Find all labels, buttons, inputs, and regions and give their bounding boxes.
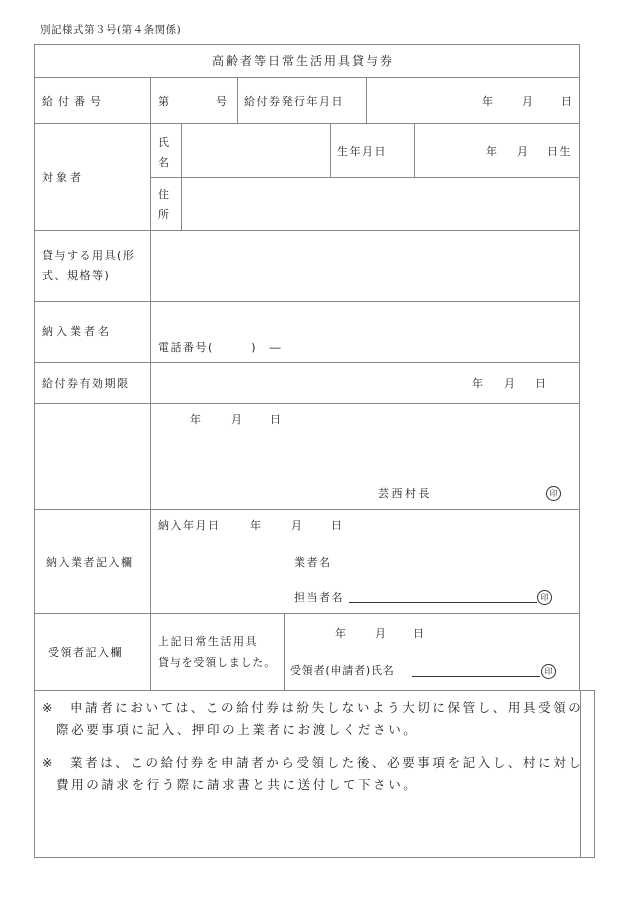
item-field[interactable] — [154, 234, 576, 298]
receive-month-unit: 月 — [375, 627, 388, 640]
vendor-phone: 電話番号( ) ― — [158, 341, 283, 354]
benefit-number-label: 給付番号 — [42, 95, 106, 108]
grid-line — [34, 77, 580, 78]
grid-line — [34, 690, 580, 691]
note-2-line1: 業者は、この給付券を申請者から受領した後、必要事項を記入し、村に対し — [70, 755, 584, 770]
grid-line — [150, 77, 151, 690]
subject-address-field[interactable] — [184, 181, 576, 226]
delivery-date-field[interactable] — [236, 514, 346, 534]
grid-line — [34, 362, 580, 363]
issuer-month-unit: 月 — [231, 413, 244, 426]
note-1-mark: ※ — [42, 700, 56, 715]
grid-line — [181, 123, 182, 230]
notes-border-right — [594, 690, 595, 858]
form-title: 高齢者等日常生活用具貸与券 — [212, 54, 395, 68]
valid-until-label: 給付券有効期限 — [42, 377, 130, 390]
issuer-day-unit: 日 — [270, 413, 283, 426]
vendor-label: 納入業者名 — [42, 325, 112, 338]
subject-label: 対象者 — [42, 171, 84, 184]
mayor-title: 芸西村長 — [378, 487, 432, 500]
mayor-seal-icon: 印 — [546, 486, 561, 501]
note-2-mark: ※ — [42, 755, 56, 770]
form-reference: 別記様式第３号(第４条関係) — [40, 24, 182, 36]
notes-border-top-right — [580, 690, 595, 691]
receiver-name-label: 受領者(申請者)氏名 — [290, 664, 395, 677]
grid-line — [34, 613, 580, 614]
issue-date-field[interactable] — [370, 88, 575, 112]
grid-line — [34, 403, 580, 404]
table-border-right — [579, 44, 580, 690]
issue-day-unit: 日 — [561, 95, 574, 108]
grid-line — [366, 77, 367, 123]
issuer-year-unit: 年 — [190, 413, 203, 426]
benefit-number-field[interactable] — [172, 90, 212, 110]
grid-line — [34, 509, 580, 510]
address-label-1: 住 — [158, 188, 171, 201]
table-border-left — [34, 44, 35, 857]
grid-line — [284, 613, 285, 690]
valid-month-unit: 月 — [504, 377, 517, 390]
grid-line — [150, 177, 580, 178]
delivery-day-unit: 日 — [331, 519, 344, 532]
receiver-text-line2: 貸与を受領しました。 — [158, 656, 276, 669]
item-label-line1: 貸与する用具(形 — [42, 249, 136, 262]
birth-month-unit: 月 — [517, 145, 530, 158]
person-field[interactable] — [349, 586, 537, 602]
delivery-month-unit: 月 — [291, 519, 304, 532]
note-1-line2: 際必要事項に記入、押印の上業者にお渡しください。 — [56, 722, 419, 737]
grid-line — [414, 123, 415, 177]
receiver-seal-icon: 印 — [541, 664, 556, 679]
valid-year-unit: 年 — [472, 377, 485, 390]
address-label-2: 所 — [158, 208, 171, 221]
table-border-top — [34, 44, 580, 45]
receive-date-field[interactable] — [320, 622, 430, 642]
delivery-year-unit: 年 — [250, 519, 263, 532]
vendor-name-field[interactable] — [154, 305, 576, 338]
issue-month-unit: 月 — [522, 95, 535, 108]
birth-day-unit: 日生 — [547, 145, 572, 158]
grid-line — [237, 77, 238, 123]
grid-line — [34, 123, 580, 124]
vendor-entry-label: 納入業者記入欄 — [46, 556, 134, 569]
birth-date-label: 生年月日 — [337, 145, 387, 158]
valid-day-unit: 日 — [535, 377, 548, 390]
grid-line — [34, 230, 580, 231]
receiver-name-field[interactable] — [412, 660, 540, 676]
benefit-number-go: 号 — [216, 95, 229, 108]
name-label-1: 氏 — [158, 136, 171, 149]
issue-year-unit: 年 — [482, 95, 495, 108]
receive-day-unit: 日 — [413, 627, 426, 640]
note-2-line2: 費用の請求を行う際に請求書と共に送付して下さい。 — [56, 777, 419, 792]
subject-name-field[interactable] — [184, 127, 327, 173]
issue-date-label: 給付券発行年月日 — [244, 95, 344, 108]
company-field[interactable] — [340, 550, 570, 570]
receiver-underline — [412, 676, 540, 677]
table-border-bottom — [34, 857, 595, 858]
vendor-seal-icon: 印 — [537, 590, 552, 605]
birth-year-unit: 年 — [486, 145, 499, 158]
company-label: 業者名 — [294, 556, 332, 569]
item-label-line2: 式、規格等) — [42, 269, 111, 282]
name-label-2: 名 — [158, 156, 171, 169]
receive-year-unit: 年 — [335, 627, 348, 640]
receiver-entry-label: 受領者記入欄 — [48, 646, 123, 659]
person-label: 担当者名 — [294, 591, 344, 604]
receiver-text-line1: 上記日常生活用具 — [158, 635, 258, 648]
benefit-number-dai: 第 — [158, 95, 171, 108]
person-underline — [349, 602, 537, 603]
grid-line — [34, 301, 580, 302]
grid-line — [330, 123, 331, 177]
delivery-date-label: 納入年月日 — [158, 519, 221, 532]
note-1-line1: 申請者においては、この給付券は紛失しないよう大切に保管し、用具受領の — [70, 700, 584, 715]
